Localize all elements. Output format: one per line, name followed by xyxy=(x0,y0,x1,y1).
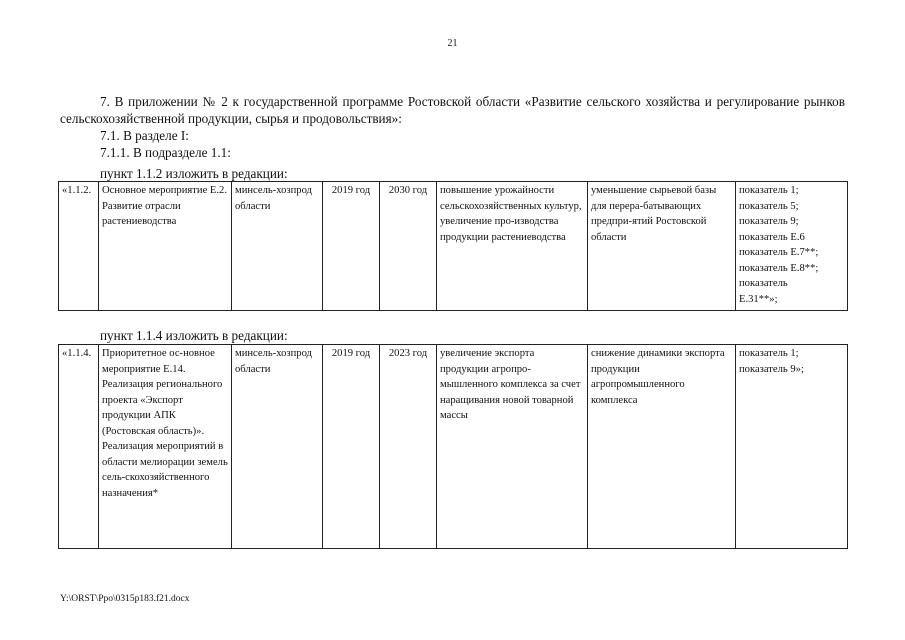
table2-lead: пункт 1.1.4 изложить в редакции: xyxy=(100,328,288,343)
indicator-line: показатель 1; xyxy=(739,348,799,359)
indicator-line: показатель Е.7**; xyxy=(739,247,819,258)
non-implementation-consequence: снижение динамики экспорта продукции агропромышленного комплекса xyxy=(588,345,736,549)
intro-text xyxy=(60,93,845,161)
measure-name: Приоритетное ос-новное мероприятие Е.14. Реализация регионального проекта «Экспорт продукции АПК (Ростовская область)». Реализация мероприятий в области мелиорации земель сель-скохозяйственного назначения* xyxy=(99,345,232,549)
indicators-cell xyxy=(736,345,848,549)
end-year: 2023 год xyxy=(380,345,437,549)
file-path-footer: Y:\ORST\Ppo\0315p183.f21.docx xyxy=(60,594,190,604)
indicator-line: показатель 1; xyxy=(739,185,799,196)
indicator-line: показатель Е.8**; xyxy=(739,262,819,274)
item-number: «1.1.2. xyxy=(59,182,99,311)
indicator-line: Е.31**»; xyxy=(739,293,778,305)
indicator-line: показатель 9; xyxy=(739,216,799,227)
table1-lead: пункт 1.1.2 изложить в редакции: xyxy=(100,166,288,181)
indicator-line: показатель 9»; xyxy=(739,363,804,375)
intro-paragraph-subsection: 7.1.1. В подразделе 1.1: xyxy=(100,145,231,160)
intro-paragraph-main: 7. В приложении № 2 к государственной программе Ростовской области «Развитие сельского хозяйства и регулирование рынков сельскохозяйственной продукции, сырья и продовольствия»: xyxy=(60,94,845,126)
executor: минсель-хозпрод области xyxy=(232,345,323,549)
table-item-1-1-2 xyxy=(58,181,848,311)
start-year: 2019 год xyxy=(323,182,380,311)
start-year: 2019 год xyxy=(323,345,380,549)
intro-paragraph-section: 7.1. В разделе I: xyxy=(100,128,189,143)
page-number: 21 xyxy=(447,38,458,49)
measure-name: Основное мероприятие Е.2. Развитие отрасли растениеводства xyxy=(99,182,232,311)
indicator-line: показатель Е.6 xyxy=(739,231,805,243)
expected-result: повышение урожайности сельскохозяйственных культур, увеличение про-изводства продукции растениеводства xyxy=(437,182,588,311)
end-year: 2030 год xyxy=(380,182,437,311)
table-row xyxy=(59,182,848,311)
indicator-line: показатель xyxy=(739,278,788,289)
table-row xyxy=(59,345,848,549)
non-implementation-consequence: уменьшение сырьевой базы для перера-батывающих предпри-ятий Ростовской области xyxy=(588,182,736,311)
executor: минсель-хозпрод области xyxy=(232,182,323,311)
indicators-cell xyxy=(736,182,848,311)
indicator-line: показатель 5; xyxy=(739,200,799,212)
expected-result: увеличение экспорта продукции агропро-мышленного комплекса за счет наращивания новой товарной массы xyxy=(437,345,588,549)
table-item-1-1-4 xyxy=(58,344,848,549)
item-number: «1.1.4. xyxy=(59,345,99,549)
